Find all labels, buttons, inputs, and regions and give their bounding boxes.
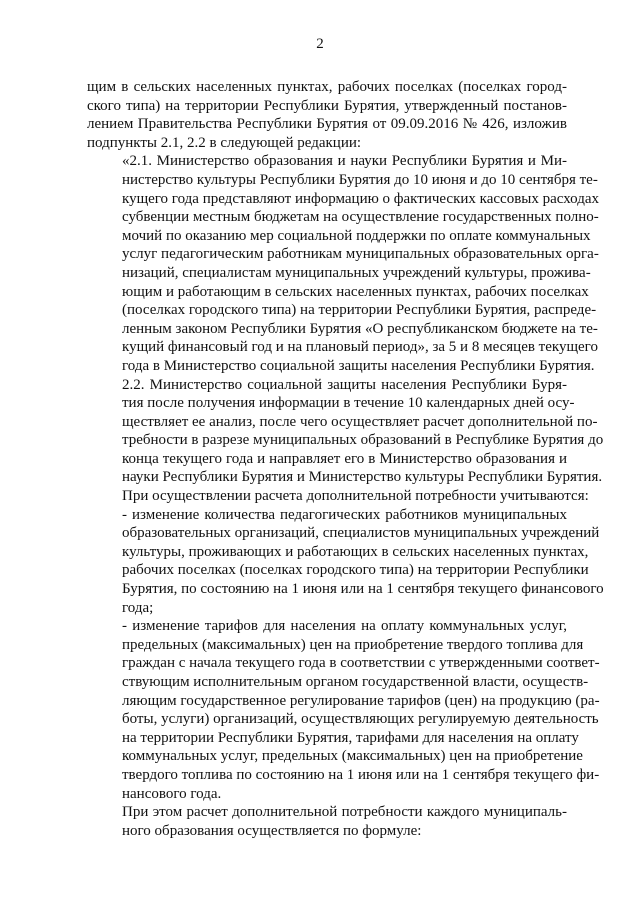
- subpoint-2-1-paragraph: [87, 152, 600, 375]
- text-line: граждан с начала текущего года в соответствии с утвержденными соответ-: [122, 655, 600, 672]
- text-line: культуры, проживающих и работающих в сельских населенных пунктах,: [122, 543, 589, 560]
- page-number: 2: [316, 36, 324, 52]
- formula-intro-paragraph: [87, 803, 567, 840]
- text-line: субвенции местным бюджетам на осуществление государственных полно-: [122, 209, 599, 226]
- text-line: кущего года представляют информацию о фактических кассовых расходах: [122, 190, 600, 207]
- text-line: Бурятия, по состоянию на 1 июня или на 1 сентября текущего финансового: [122, 581, 604, 598]
- list-item-tariffs: [87, 617, 600, 803]
- text-line: ществляет ее анализ, после чего осуществляет расчет дополнительной по-: [122, 413, 598, 430]
- text-line: ляющим государственное регулирование тарифов (цен) на продукцию (ра-: [122, 692, 600, 709]
- text-line: ленным законом Республики Бурятия «О республиканском бюджете на те-: [122, 320, 598, 337]
- text-line: предельных (максимальных) цен на приобретение твердого топлива для: [122, 636, 584, 653]
- text-line: рабочих поселках (поселках городского типа) на территории Республики: [122, 562, 589, 579]
- text-line: ного образования осуществляется по формуле:: [122, 822, 422, 839]
- text-line: (поселках городского типа) на территории Республики Бурятия, распреде-: [122, 302, 597, 319]
- text-line: щим в сельских населенных пунктах, рабочих поселках (поселках город-: [87, 79, 567, 95]
- text-line: года;: [122, 599, 154, 616]
- text-line: нансового года.: [122, 785, 222, 802]
- text-line: «2.1. Министерство образования и науки Республики Бурятия и Ми-: [122, 153, 567, 170]
- text-line: образовательных организаций, специалистов муниципальных учреждений: [122, 525, 600, 542]
- text-line: При этом расчет дополнительной потребности каждого муниципаль-: [122, 804, 567, 821]
- text-line: тия после получения информации в течение 10 календарных дней осу-: [122, 395, 575, 412]
- text-line: - изменение тарифов для населения на оплату коммунальных услуг,: [122, 618, 567, 635]
- subpoint-2-2-paragraph: [87, 376, 604, 506]
- text-line: науки Республики Бурятия и Министерство культуры Республики Бурятия.: [122, 469, 603, 486]
- text-line: твердого топлива по состоянию на 1 июня или на 1 сентября текущего фи-: [122, 766, 600, 783]
- text-line: 2.2. Министерство социальной защиты населения Республики Буря-: [122, 376, 567, 393]
- text-line: на территории Республики Бурятия, тарифами для населения на оплату: [122, 729, 579, 746]
- text-line: нистерство культуры Республики Бурятия до 10 июня и до 10 сентября те-: [122, 171, 598, 188]
- text-line: При осуществлении расчета дополнительной потребности учитываются:: [122, 488, 589, 505]
- text-line: лением Правительства Республики Бурятия от 09.09.2016 № 426, изложив: [87, 116, 567, 133]
- text-line: кущий финансовый год и на плановый период», за 5 и 8 месяцев текущего: [122, 339, 598, 356]
- text-line: года в Министерство социальной защиты населения Республики Бурятия.: [122, 357, 595, 374]
- text-line: мочий по оказанию мер социальной поддержки по оплате коммунальных: [122, 227, 591, 244]
- text-line: конца текущего года и направляет его в Министерство образования и: [122, 450, 567, 467]
- text-line: - изменение количества педагогических работников муниципальных: [122, 506, 567, 523]
- intro-paragraph: [87, 78, 567, 152]
- text-line: ского типа) на территории Республики Бурятия, утвержденный постанов-: [87, 97, 567, 114]
- text-line: подпункты 2.1, 2.2 в следующей редакции:: [87, 134, 362, 151]
- list-item-teachers-count: [87, 506, 604, 618]
- document-body: [87, 78, 604, 840]
- text-line: требности в разрезе муниципальных образований в Республике Бурятия до: [122, 432, 604, 449]
- text-line: ющим и работающим в сельских населенных пунктах, рабочих поселках: [122, 283, 589, 300]
- text-line: услуг педагогическим работникам муниципальных образовательных орга-: [122, 246, 599, 263]
- text-line: низаций, специалистам муниципальных учреждений культуры, прожива-: [122, 264, 591, 281]
- text-line: боты, услуги) организаций, осуществляющих регулируемую деятельность: [122, 711, 599, 728]
- text-line: ствующим исполнительным органом государственной власти, осуществ-: [122, 674, 589, 690]
- text-line: коммунальных услуг, предельных (максимальных) цен на приобретение: [122, 748, 583, 765]
